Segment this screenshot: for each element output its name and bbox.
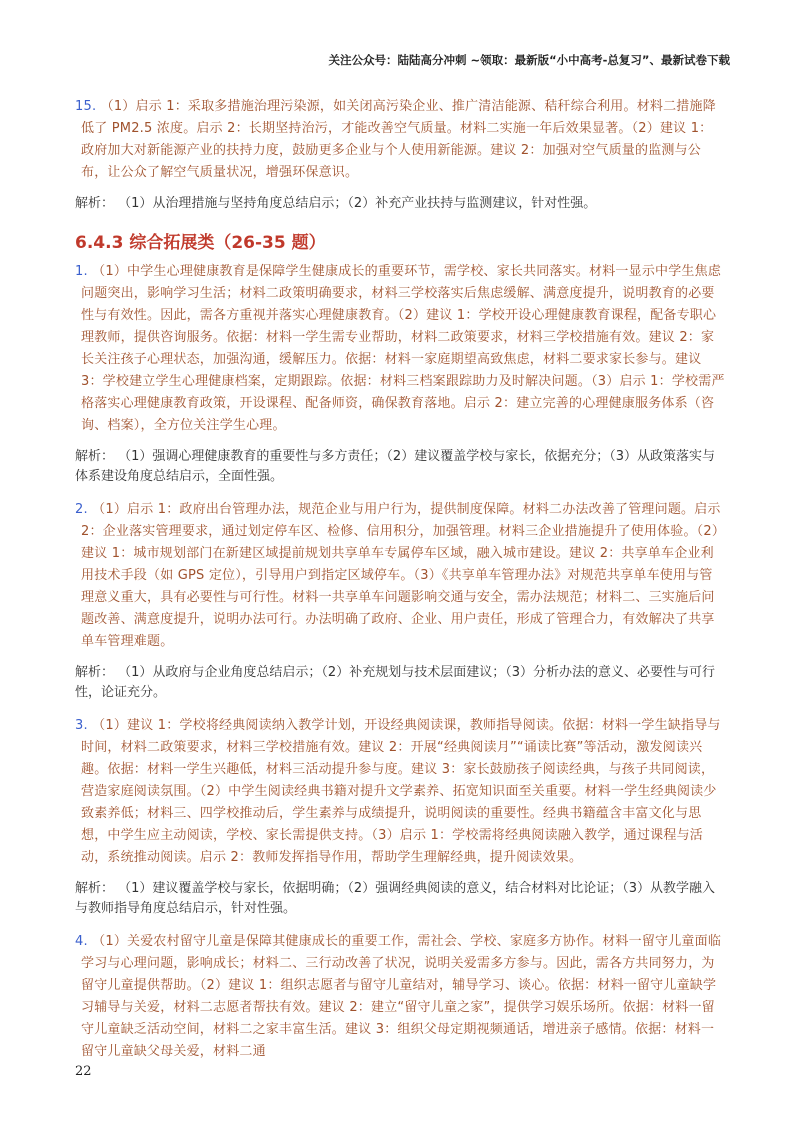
question-number: 15. xyxy=(75,99,97,114)
page-number: 22 xyxy=(75,1064,92,1079)
analysis-2 xyxy=(75,663,725,703)
question-1 xyxy=(75,261,725,437)
question-number: 1. xyxy=(75,264,88,279)
question-3 xyxy=(75,715,725,869)
analysis-3 xyxy=(75,879,725,919)
analysis-text: （1）从治理措施与坚持角度总结启示；（2）补充产业扶持与监测建议，针对性强。 xyxy=(118,196,597,211)
page-header: 关注公众号：陆陆高分冲刺 ~领取：最新版“小中高考-总复习”、最新试卷下载 xyxy=(328,53,730,67)
question-number: 3. xyxy=(75,718,88,733)
section-title: 6.4.3 综合拓展类（26-35 题） xyxy=(75,233,326,253)
analysis-15 xyxy=(75,194,725,214)
question-15 xyxy=(75,96,725,184)
answer-text: （1）启示 1：政府出台管理办法，规范企业与用户行为，提供制度保障。材料二办法改善了管理问题。启示 2：企业落实管理要求，通过划定停车区、检修、信用积分，加强管理。材料三企业措施提升了使用体验。（2）建议 1：城市规划部门在新建区域提前规划共享单车专属停车区域，融入城市建设。建议 2：共享单车企业利用技术手段（如 GPS 定位），引导用户到指定区域停车。（3）《共享单车管理办法》对规范共享单车使用与管理意义重大，具有必要性与可行性。材料一共享单车问题影响交通与安全，需办法规范；材料二、三实施后问题改善、满意度提升，说明办法可行。办法明确了政府、企业、用户责任，形成了管理合力，有效解决了共享单车管理难题。 xyxy=(81,502,721,649)
analysis-label: 解析： xyxy=(75,449,115,464)
analysis-label: 解析： xyxy=(75,196,115,211)
analysis-1 xyxy=(75,447,725,487)
analysis-text: （1）强调心理健康教育的重要性与多方责任；（2）建议覆盖学校与家长，依据充分；（3）从政策落实与体系建设角度总结启示，全面性强。 xyxy=(75,449,715,484)
page-content xyxy=(75,96,725,1063)
analysis-label: 解析： xyxy=(75,881,115,896)
analysis-text: （1）建议覆盖学校与家长，依据明确；（2）强调经典阅读的意义，结合材料对比论证；（3）从教学融入与教师指导角度总结启示，针对性强。 xyxy=(75,881,715,916)
analysis-label: 解析： xyxy=(75,665,115,680)
answer-text: （1）启示 1：采取多措施治理污染源，如关闭高污染企业、推广清洁能源、秸秆综合利用。材料二措施降低了 PM2.5 浓度。启示 2：长期坚持治污，才能改善空气质量。材料二实施一年后效果显著。（2）建议 1：政府加大对新能源产业的扶持力度，鼓励更多企业与个人使用新能源。建议 2：加强对空气质量的监测与公布，让公众了解空气质量状况，增强环保意识。 xyxy=(81,99,716,180)
question-4 xyxy=(75,931,725,1063)
answer-text: （1）关爱农村留守儿童是保障其健康成长的重要工作，需社会、学校、家庭多方协作。材料一留守儿童面临学习与心理问题，影响成长；材料二、三行动改善了状况，说明关爱需多方参与。因此，需各方共同努力，为留守儿童提供帮助。（2）建议 1：组织志愿者与留守儿童结对，辅导学习、谈心。依据：材料一留守儿童缺学习辅导与关爱，材料二志愿者帮扶有效。建议 2：建立“留守儿童之家”，提供学习娱乐场所。依据：材料一留守儿童缺乏活动空间，材料二之家丰富生活。建议 3：组织父母定期视频通话，增进亲子感情。依据：材料一留守儿童缺父母关爱，材料二通 xyxy=(81,934,722,1059)
analysis-text: （1）从政府与企业角度总结启示；（2）补充规划与技术层面建议；（3）分析办法的意义、必要性与可行性，论证充分。 xyxy=(75,665,715,700)
answer-text: （1）中学生心理健康教育是保障学生健康成长的重要环节，需学校、家长共同落实。材料一显示中学生焦虑问题突出，影响学习生活；材料二政策明确要求，材料三学校落实后焦虑缓解、满意度提升，说明教育的必要性与有效性。因此，需各方重视并落实心理健康教育。（2）建议 1：学校开设心理健康教育课程，配备专职心理教师，提供咨询服务。依据：材料一学生需专业帮助，材料二政策要求，材料三学校措施有效。建议 2：家长关注孩子心理状态，加强沟通，缓解压力。依据：材料一家庭期望高致焦虑，材料二要求家长参与。建议 3：学校建立学生心理健康档案，定期跟踪。依据：材料三档案跟踪助力及时解决问题。（3）启示 1：学校需严格落实心理健康教育政策，开设课程、配备师资，确保教育落地。启示 2：建立完善的心理健康服务体系（咨询、档案），全方位关注学生心理。 xyxy=(81,264,725,433)
question-2 xyxy=(75,499,725,653)
answer-text: （1）建议 1：学校将经典阅读纳入教学计划，开设经典阅读课，教师指导阅读。依据：材料一学生缺指导与时间，材料二政策要求，材料三学校措施有效。建议 2：开展“经典阅读月”“诵读比赛”等活动，激发阅读兴趣。依据：材料一学生兴趣低，材料三活动提升参与度。建议 3：家长鼓励孩子阅读经典，与孩子共同阅读，营造家庭阅读氛围。（2）中学生阅读经典书籍对提升文学素养、拓宽知识面至关重要。材料一学生经典阅读少致素养低；材料三、四学校推动后，学生素养与成绩提升，说明阅读的重要性。经典书籍蕴含丰富文化与思想，中学生应主动阅读，学校、家长需提供支持。（3）启示 1：学校需将经典阅读融入教学，通过课程与活动，系统推动阅读。启示 2：教师发挥指导作用，帮助学生理解经典，提升阅读效果。 xyxy=(81,718,721,865)
question-number: 4. xyxy=(75,934,88,949)
question-number: 2. xyxy=(75,502,88,517)
